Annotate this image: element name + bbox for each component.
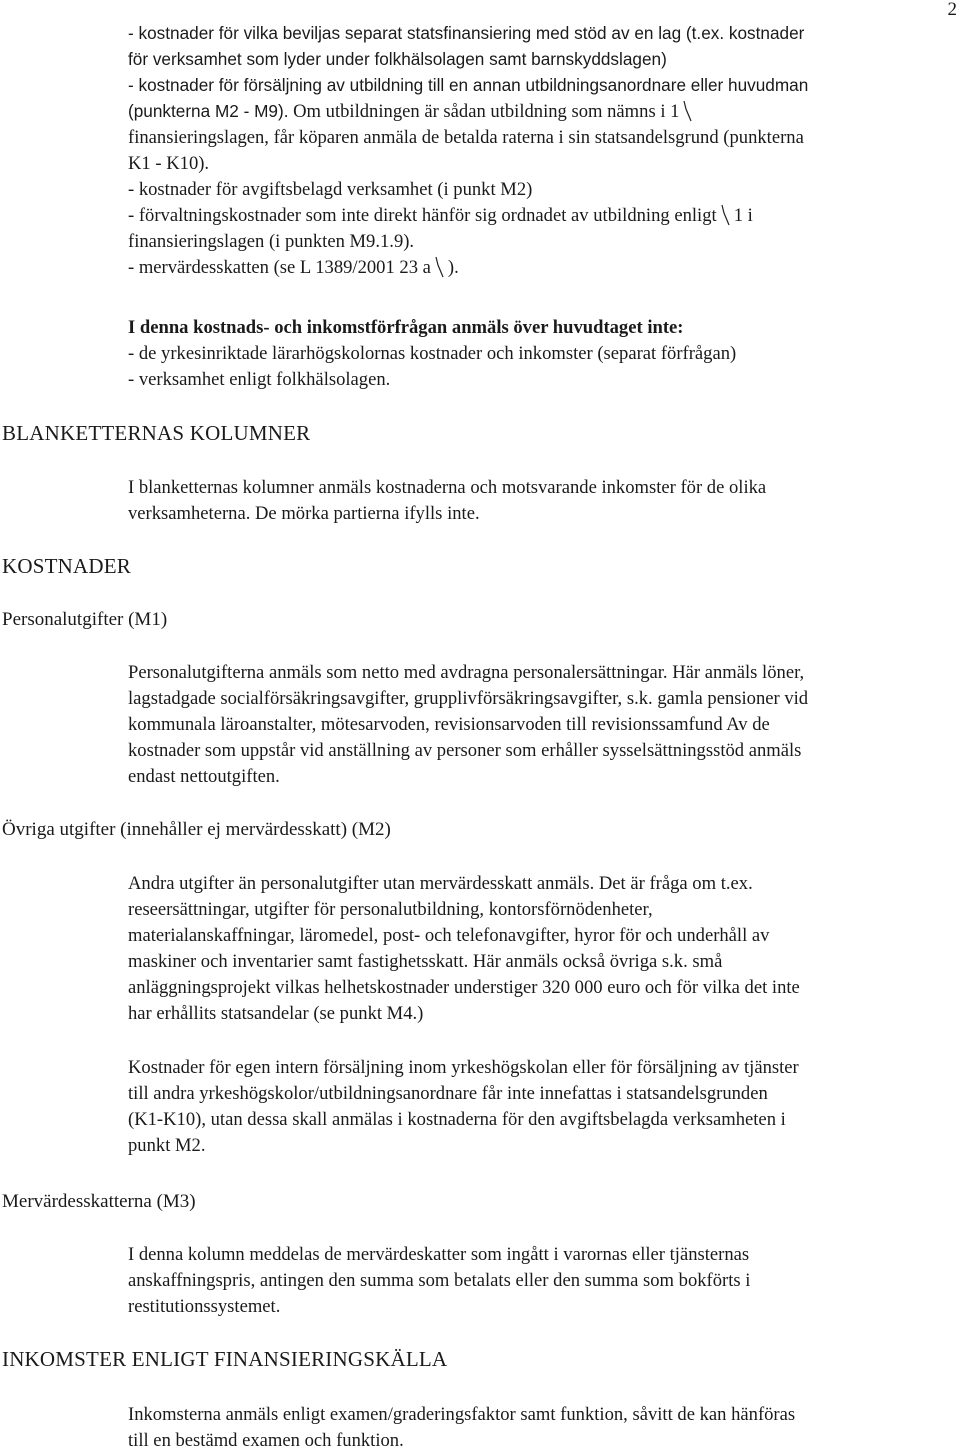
page-number: 2 <box>947 0 957 20</box>
exclusions-heading: I denna kostnads- och inkomstförfrågan anmäls över huvudtaget inte: <box>128 317 684 338</box>
m1-heading: Personalutgifter (M1) <box>2 609 168 630</box>
exclusions-item: - de yrkesinriktade lärarhögskolornas kostnader och inkomster (separat förfrågan) <box>128 343 737 364</box>
columns-line: I blanketternas kolumner anmäls kostnaderna och motsvarande inkomster för de olika <box>128 477 767 498</box>
m2-line: punkt M2. <box>128 1135 206 1156</box>
m2-heading: Övriga utgifter (innehåller ej mervärdesskatt) (M2) <box>2 819 391 840</box>
m2-line: Andra utgifter än personalutgifter utan mervärdesskatt anmäls. Det är fråga om t.ex. <box>128 873 753 894</box>
intro-line: finansieringslagen (i punkten M9.1.9). <box>128 231 415 252</box>
intro-line: K1 - K10). <box>128 153 210 174</box>
m3-line: anskaffningspris, antingen den summa som betalats eller den summa som bokförts i <box>128 1270 751 1291</box>
m3-text <box>128 1242 956 1320</box>
exclusions-item: - verksamhet enligt folkhälsolagen. <box>128 369 391 390</box>
m2-line: (K1-K10), utan dessa skall anmälas i kostnaderna för den avgiftsbelagda verksamheten i <box>128 1109 786 1130</box>
intro-line-4-rest: Om utbildningen är sådan utbildning som nämns i 1 <box>288 101 680 122</box>
intro-line-8-text: - förvaltningskostnader som inte direkt hänför sig ordnadet av utbildning enligt <box>128 205 717 226</box>
m2-para-2 <box>128 1055 956 1159</box>
section-sign-icon <box>682 99 693 123</box>
intro-line: - kostnader för vilka beviljas separat statsfinansiering med stöd av en lag (t.ex. kostnader <box>128 23 805 43</box>
m1-line: lagstadgade socialförsäkringsavgifter, grupplivförsäkringsavgifter, s.k. gamla pensioner vid <box>128 688 809 709</box>
m1-text <box>128 660 956 790</box>
m3-line: I denna kolumn meddelas de mervärdeskatter som ingått i varornas eller tjänsternas <box>128 1244 750 1265</box>
m2-para-1 <box>128 871 956 1027</box>
columns-heading: BLANKETTERNAS KOLUMNER <box>2 421 311 445</box>
m2-line: Kostnader för egen intern försäljning inom yrkeshögskolan eller för försäljning av tjänster <box>128 1057 799 1078</box>
intro-line-10 <box>128 255 956 281</box>
section-sign-icon <box>434 255 445 279</box>
columns-line: verksamheterna. De mörka partierna ifylls inte. <box>128 503 480 524</box>
costs-heading: KOSTNADER <box>2 554 131 578</box>
section-sign-icon <box>720 203 731 227</box>
m1-line: kommunala läroanstalter, mötesarvoden, revisionsarvoden till revisionssamfund Av de <box>128 714 770 735</box>
income-text <box>128 1402 956 1454</box>
exclusions-block <box>128 315 956 393</box>
intro-line: - kostnader för avgiftsbelagd verksamhet (i punkt M2) <box>128 179 533 200</box>
intro-line: finansieringslagen, får köparen anmäla de betalda raterna i sin statsandelsgrund (punkterna <box>128 127 804 148</box>
m2-line: maskiner och inventarier samt fastighetsskatt. Här anmäls också övriga s.k. små <box>128 951 723 972</box>
m2-line: till andra yrkeshögskolor/utbildningsanordnare får inte innefattas i statsandelsgrunden <box>128 1083 768 1104</box>
intro-block <box>128 20 956 281</box>
m3-heading: Mervärdesskatterna (M3) <box>2 1191 196 1212</box>
m2-line: materialanskaffningar, läromedel, post- och telefonavgifter, hyror för och underhåll av <box>128 925 770 946</box>
intro-line: - kostnader för försäljning av utbildning till en annan utbildningsanordnare eller huvudman <box>128 75 809 95</box>
m2-line: reseersättningar, utgifter för personalutbildning, kontorsförnödenheter, <box>128 899 653 920</box>
m1-line: Personalutgifterna anmäls som netto med avdragna personalersättningar. Här anmäls löner, <box>128 662 805 683</box>
income-line: Inkomsterna anmäls enligt examen/graderingsfaktor samt funktion, såvitt de kan hänföras <box>128 1404 796 1425</box>
intro-line-10-text: - mervärdesskatten (se L 1389/2001 23 a <box>128 257 431 278</box>
columns-text <box>128 475 956 527</box>
intro-line-8-tail: 1 i <box>733 205 753 226</box>
m1-line: endast nettoutgiften. <box>128 766 280 787</box>
intro-line: för verksamhet som lyder under folkhälsolagen samt barnskyddslagen) <box>128 49 667 69</box>
intro-line-10-tail: ). <box>447 257 459 278</box>
m2-line: har erhållits statsandelar (se punkt M4.) <box>128 1003 424 1024</box>
m1-line: kostnader som uppstår vid anställning av personer som erhåller sysselsättningsstöd anmäls <box>128 740 802 761</box>
m2-line: anläggningsprojekt vilkas helhetskostnader understiger 320 000 euro och för vilka det inte <box>128 977 800 998</box>
income-heading: INKOMSTER ENLIGT FINANSIERINGSKÄLLA <box>2 1347 448 1371</box>
intro-line-4-start: (punkterna M2 - M9). <box>128 101 289 121</box>
intro-line-8 <box>128 203 956 229</box>
income-line: till en bestämd examen och funktion. <box>128 1430 404 1451</box>
intro-line-4 <box>128 98 956 125</box>
m3-line: restitutionssystemet. <box>128 1296 281 1317</box>
